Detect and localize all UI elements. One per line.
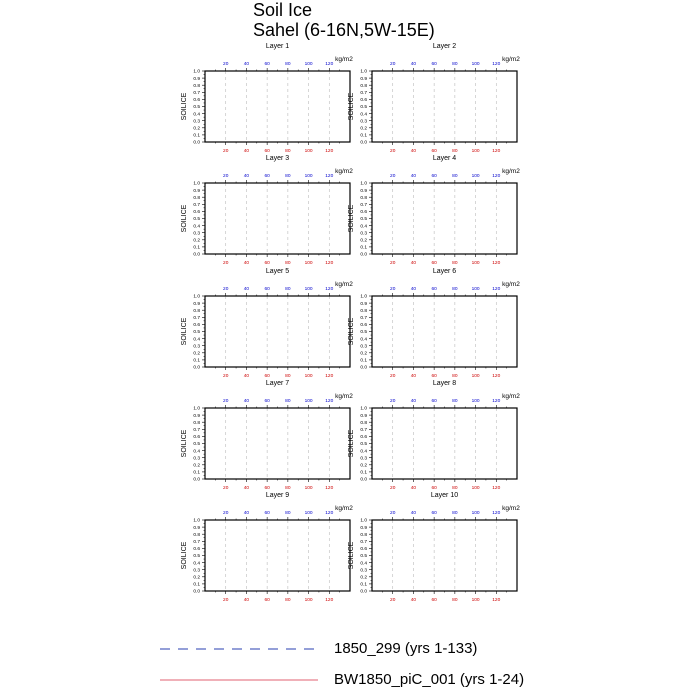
panel-7-top-xtick-label-1: 20 — [223, 399, 229, 404]
panel-2-ytick-label-5: 0.4 — [360, 112, 367, 118]
panel-1-bottom-xtick-label-1: 20 — [223, 149, 229, 154]
panel-7-top-axis-units: kg/m2 — [335, 393, 353, 400]
panel-2-bottom-xtick-label-3: 60 — [431, 149, 437, 154]
panel-1-ytick-label-6: 0.5 — [193, 105, 200, 111]
panel-5-ytick-label-9: 0.8 — [193, 308, 200, 314]
panel-8-title: Layer 8 — [432, 380, 457, 387]
panel-3-top-xtick-label-3: 60 — [264, 174, 270, 179]
panel-8-bottom-xtick-label-6: 120 — [492, 486, 501, 491]
panel-6-ytick-label-10: 0.9 — [360, 301, 367, 307]
panel-6-top-xtick-label-3: 60 — [431, 287, 437, 292]
panel-7-ytick-label-10: 0.9 — [193, 413, 200, 419]
panel-1-ytick-label-11: 1.0 — [193, 69, 200, 75]
panel-2-top-xtick-label-2: 40 — [410, 62, 417, 67]
panel-8-ytick-label-11: 1.0 — [360, 406, 367, 412]
panel-1-title: Layer 1 — [265, 43, 290, 50]
panel-4-ytick-label-10: 0.9 — [360, 188, 367, 194]
panel-10-ylabel: SOILICE — [348, 541, 355, 570]
panel-7-ytick-label-7: 0.6 — [193, 435, 200, 441]
panel-5-ytick-label-1: 0.0 — [193, 365, 200, 371]
panel-3-ytick-label-5: 0.4 — [193, 224, 200, 230]
panel-8-ylabel: SOILICE — [348, 429, 355, 458]
panel-10-ytick-label-5: 0.4 — [360, 561, 367, 567]
panel-8-ytick-label-1: 0.0 — [360, 477, 367, 483]
panel-2-ytick-label-10: 0.9 — [360, 76, 367, 82]
panel-10-bottom-xtick-label-1: 20 — [390, 598, 396, 603]
panel-1-ytick-label-7: 0.6 — [193, 98, 200, 104]
panel-1-ylabel: SOILICE — [181, 92, 188, 121]
panel-10-ytick-label-2: 0.1 — [360, 582, 367, 588]
panel-3-ytick-label-4: 0.3 — [193, 231, 200, 237]
panel-6-bottom-xtick-label-1: 20 — [390, 374, 396, 379]
panel-8-frame — [372, 408, 517, 479]
panel-10-bottom-xtick-label-4: 80 — [452, 598, 458, 603]
panel-2-bottom-xtick-label-1: 20 — [390, 149, 396, 154]
panel-8-top-xtick-label-3: 60 — [431, 399, 437, 404]
panel-6-ytick-label-11: 1.0 — [360, 294, 367, 300]
panel-2-ytick-label-3: 0.2 — [360, 126, 367, 132]
panel-4-top-axis-units: kg/m2 — [502, 168, 520, 175]
panel-7-ytick-label-6: 0.5 — [193, 442, 200, 448]
panel-6-top-xtick-label-2: 40 — [410, 287, 417, 292]
panel-4-ylabel: SOILICE — [348, 204, 355, 233]
panel-9-bottom-xtick-label-4: 80 — [285, 598, 291, 603]
panel-9-title: Layer 9 — [265, 492, 290, 499]
panel-9-ytick-label-8: 0.7 — [193, 540, 200, 545]
panel-8-top-xtick-label-4: 80 — [452, 399, 458, 404]
panel-3-top-xtick-label-1: 20 — [223, 174, 229, 179]
chart-title-line1: Soil Ice — [253, 0, 313, 20]
panel-4-bottom-xtick-label-6: 120 — [492, 261, 501, 266]
panel-1-ytick-label-3: 0.2 — [193, 126, 200, 132]
panel-10-ytick-label-7: 0.6 — [360, 547, 367, 553]
panel-9-ytick-label-6: 0.5 — [193, 554, 200, 560]
panel-1-frame — [205, 71, 350, 142]
panel-3-top-xtick-label-4: 80 — [285, 174, 291, 179]
panel-7-bottom-xtick-label-6: 120 — [325, 486, 334, 491]
panel-8-top-xtick-label-2: 40 — [410, 399, 417, 404]
panel-9-top-xtick-label-1: 20 — [223, 511, 229, 516]
panel-2-ylabel: SOILICE — [348, 92, 355, 121]
panel-10-ytick-label-3: 0.2 — [360, 575, 367, 581]
panel-3-top-xtick-label-2: 40 — [243, 174, 250, 179]
panel-8-top-xtick-label-1: 20 — [390, 399, 396, 404]
panel-4-ytick-label-7: 0.6 — [360, 210, 367, 216]
panel-5-ytick-label-6: 0.5 — [193, 330, 200, 336]
panel-4-bottom-xtick-label-4: 80 — [452, 261, 458, 266]
panel-7-bottom-xtick-label-5: 100 — [304, 486, 313, 491]
panel-1-top-xtick-label-4: 80 — [285, 62, 291, 67]
panel-1-top-xtick-label-6: 120 — [325, 62, 334, 67]
panel-4-frame — [372, 183, 517, 254]
panel-1-ytick-label-1: 0.0 — [193, 140, 200, 146]
panel-10-bottom-xtick-label-6: 120 — [492, 598, 501, 603]
panel-8-bottom-xtick-label-4: 80 — [452, 486, 458, 491]
panel-3-ytick-label-11: 1.0 — [193, 181, 200, 187]
panel-9-top-xtick-label-4: 80 — [285, 511, 291, 516]
panel-2-ytick-label-11: 1.0 — [360, 69, 367, 75]
panel-7-bottom-xtick-label-1: 20 — [223, 486, 229, 491]
panel-8-ytick-label-3: 0.2 — [360, 463, 367, 469]
panel-4-bottom-xtick-label-2: 40 — [410, 261, 417, 266]
panel-10-ytick-label-4: 0.3 — [360, 568, 367, 574]
panel-10-top-xtick-label-3: 60 — [431, 511, 437, 516]
panel-1-ytick-label-8: 0.7 — [193, 91, 200, 96]
panel-9-ytick-label-10: 0.9 — [193, 525, 200, 531]
panel-8-ytick-label-4: 0.3 — [360, 456, 367, 462]
panel-3-bottom-xtick-label-2: 40 — [243, 261, 250, 266]
panel-10-top-axis-units: kg/m2 — [502, 505, 520, 512]
panel-9-ytick-label-11: 1.0 — [193, 518, 200, 524]
panel-5-frame — [205, 296, 350, 367]
panel-9-bottom-xtick-label-6: 120 — [325, 598, 334, 603]
panel-1-ytick-label-2: 0.1 — [193, 133, 200, 139]
panel-1-top-xtick-label-1: 20 — [223, 62, 229, 67]
panel-7-top-xtick-label-3: 60 — [264, 399, 270, 404]
panel-6-bottom-xtick-label-6: 120 — [492, 374, 501, 379]
panel-8-ytick-label-10: 0.9 — [360, 413, 367, 419]
panel-9-top-xtick-label-5: 100 — [304, 511, 313, 516]
panel-1-bottom-xtick-label-6: 120 — [325, 149, 334, 154]
panel-6-ytick-label-9: 0.8 — [360, 308, 367, 314]
panel-7-bottom-xtick-label-2: 40 — [243, 486, 250, 491]
panel-5-bottom-xtick-label-1: 20 — [223, 374, 229, 379]
panel-6-ytick-label-5: 0.4 — [360, 337, 367, 343]
panel-10-top-xtick-label-5: 100 — [471, 511, 480, 516]
panel-2-top-xtick-label-1: 20 — [390, 62, 396, 67]
panel-6-bottom-xtick-label-2: 40 — [410, 374, 417, 379]
panel-10-top-xtick-label-2: 40 — [410, 511, 417, 516]
panel-7-title: Layer 7 — [265, 380, 290, 387]
panel-10-ytick-label-8: 0.7 — [360, 540, 367, 545]
panel-7-frame — [205, 408, 350, 479]
panel-2-ytick-label-8: 0.7 — [360, 91, 367, 96]
panel-1-bottom-xtick-label-3: 60 — [264, 149, 270, 154]
panel-10-top-xtick-label-4: 80 — [452, 511, 458, 516]
panel-10-bottom-xtick-label-5: 100 — [471, 598, 480, 603]
panel-3-top-xtick-label-5: 100 — [304, 174, 313, 179]
panel-1-bottom-xtick-label-4: 80 — [285, 149, 291, 154]
panel-4-top-xtick-label-2: 40 — [410, 174, 417, 179]
panel-3-bottom-xtick-label-5: 100 — [304, 261, 313, 266]
panel-8-ytick-label-8: 0.7 — [360, 428, 367, 433]
panel-3-bottom-xtick-label-3: 60 — [264, 261, 270, 266]
panel-5-top-axis-units: kg/m2 — [335, 281, 353, 288]
panel-4-ytick-label-11: 1.0 — [360, 181, 367, 187]
panel-3-ytick-label-8: 0.7 — [193, 203, 200, 208]
panel-5-bottom-xtick-label-4: 80 — [285, 374, 291, 379]
panel-1-ytick-label-10: 0.9 — [193, 76, 200, 82]
panel-1-top-xtick-label-5: 100 — [304, 62, 313, 67]
panel-2-top-xtick-label-3: 60 — [431, 62, 437, 67]
panel-8-top-axis-units: kg/m2 — [502, 393, 520, 400]
panel-7-bottom-xtick-label-4: 80 — [285, 486, 291, 491]
panel-8-ytick-label-6: 0.5 — [360, 442, 367, 448]
panel-2-ytick-label-7: 0.6 — [360, 98, 367, 104]
panel-2-frame — [372, 71, 517, 142]
panel-4-ytick-label-3: 0.2 — [360, 238, 367, 244]
panel-4-ytick-label-4: 0.3 — [360, 231, 367, 237]
panel-5-ytick-label-2: 0.1 — [193, 358, 200, 364]
panel-7-top-xtick-label-4: 80 — [285, 399, 291, 404]
panel-4-ytick-label-5: 0.4 — [360, 224, 367, 230]
panel-3-bottom-xtick-label-1: 20 — [223, 261, 229, 266]
panel-9-bottom-xtick-label-1: 20 — [223, 598, 229, 603]
panel-9-bottom-xtick-label-5: 100 — [304, 598, 313, 603]
panel-7-bottom-xtick-label-3: 60 — [264, 486, 270, 491]
panel-5-ytick-label-8: 0.7 — [193, 316, 200, 321]
panel-5-top-xtick-label-2: 40 — [243, 287, 250, 292]
panel-5-bottom-xtick-label-2: 40 — [243, 374, 250, 379]
panel-2-ytick-label-4: 0.3 — [360, 119, 367, 125]
legend-label-series-2: BW1850_piC_001 (yrs 1-24) — [334, 671, 525, 688]
panel-9-ytick-label-7: 0.6 — [193, 547, 200, 553]
panel-3-ylabel: SOILICE — [181, 204, 188, 233]
panel-3-ytick-label-10: 0.9 — [193, 188, 200, 194]
panel-7-top-xtick-label-2: 40 — [243, 399, 250, 404]
panel-7-top-xtick-label-5: 100 — [304, 399, 313, 404]
panel-6-top-xtick-label-4: 80 — [452, 287, 458, 292]
panel-10-frame — [372, 520, 517, 591]
panel-10-ytick-label-10: 0.9 — [360, 525, 367, 531]
panel-10-ytick-label-6: 0.5 — [360, 554, 367, 560]
panel-7-ytick-label-9: 0.8 — [193, 420, 200, 426]
panel-1-ytick-label-5: 0.4 — [193, 112, 200, 118]
panel-5-ytick-label-10: 0.9 — [193, 301, 200, 307]
panel-3-top-xtick-label-6: 120 — [325, 174, 334, 179]
panel-2-top-axis-units: kg/m2 — [502, 56, 520, 63]
panel-7-ylabel: SOILICE — [181, 429, 188, 458]
panel-2-bottom-xtick-label-4: 80 — [452, 149, 458, 154]
panel-3-frame — [205, 183, 350, 254]
panel-2-top-xtick-label-5: 100 — [471, 62, 480, 67]
panel-4-top-xtick-label-3: 60 — [431, 174, 437, 179]
panel-9-top-axis-units: kg/m2 — [335, 505, 353, 512]
panel-4-ytick-label-1: 0.0 — [360, 252, 367, 258]
panel-5-ytick-label-3: 0.2 — [193, 351, 200, 357]
legend-label-series-1: 1850_299 (yrs 1-133) — [334, 640, 478, 657]
panel-9-ytick-label-3: 0.2 — [193, 575, 200, 581]
panel-4-ytick-label-8: 0.7 — [360, 203, 367, 208]
panel-2-ytick-label-6: 0.5 — [360, 105, 367, 111]
panel-6-ytick-label-3: 0.2 — [360, 351, 367, 357]
panel-5-top-xtick-label-4: 80 — [285, 287, 291, 292]
panel-5-ytick-label-4: 0.3 — [193, 344, 200, 350]
panel-7-ytick-label-3: 0.2 — [193, 463, 200, 469]
panel-8-bottom-xtick-label-2: 40 — [410, 486, 417, 491]
panel-2-top-xtick-label-6: 120 — [492, 62, 501, 67]
panel-4-top-xtick-label-1: 20 — [390, 174, 396, 179]
panel-6-title: Layer 6 — [432, 268, 457, 275]
panel-1-bottom-xtick-label-5: 100 — [304, 149, 313, 154]
panel-9-top-xtick-label-2: 40 — [243, 511, 250, 516]
panel-3-ytick-label-3: 0.2 — [193, 238, 200, 244]
panel-7-ytick-label-2: 0.1 — [193, 470, 200, 476]
panel-10-title: Layer 10 — [430, 492, 459, 499]
panel-2-title: Layer 2 — [432, 43, 457, 50]
panel-3-ytick-label-1: 0.0 — [193, 252, 200, 258]
panel-5-top-xtick-label-3: 60 — [264, 287, 270, 292]
panel-5-top-xtick-label-6: 120 — [325, 287, 334, 292]
panel-8-ytick-label-7: 0.6 — [360, 435, 367, 441]
panel-10-top-xtick-label-6: 120 — [492, 511, 501, 516]
panel-4-title: Layer 4 — [432, 155, 457, 162]
panel-6-ytick-label-6: 0.5 — [360, 330, 367, 336]
panel-6-ytick-label-4: 0.3 — [360, 344, 367, 350]
panel-6-ytick-label-8: 0.7 — [360, 316, 367, 321]
panel-8-ytick-label-9: 0.8 — [360, 420, 367, 426]
panel-7-top-xtick-label-6: 120 — [325, 399, 334, 404]
panel-4-top-xtick-label-6: 120 — [492, 174, 501, 179]
panel-8-ytick-label-5: 0.4 — [360, 449, 367, 455]
panel-9-top-xtick-label-3: 60 — [264, 511, 270, 516]
panel-10-top-xtick-label-1: 20 — [390, 511, 396, 516]
panel-6-ytick-label-2: 0.1 — [360, 358, 367, 364]
panel-10-ytick-label-1: 0.0 — [360, 589, 367, 595]
panel-9-ytick-label-9: 0.8 — [193, 532, 200, 538]
panel-1-ytick-label-4: 0.3 — [193, 119, 200, 125]
panel-5-bottom-xtick-label-6: 120 — [325, 374, 334, 379]
panel-2-ytick-label-2: 0.1 — [360, 133, 367, 139]
panel-10-bottom-xtick-label-3: 60 — [431, 598, 437, 603]
panel-9-top-xtick-label-6: 120 — [325, 511, 334, 516]
panel-6-top-xtick-label-1: 20 — [390, 287, 396, 292]
panel-10-ytick-label-9: 0.8 — [360, 532, 367, 538]
panel-2-top-xtick-label-4: 80 — [452, 62, 458, 67]
panel-7-ytick-label-4: 0.3 — [193, 456, 200, 462]
panel-4-top-xtick-label-5: 100 — [471, 174, 480, 179]
panel-9-frame — [205, 520, 350, 591]
panel-9-bottom-xtick-label-2: 40 — [243, 598, 250, 603]
panel-9-bottom-xtick-label-3: 60 — [264, 598, 270, 603]
panel-7-ytick-label-1: 0.0 — [193, 477, 200, 483]
panel-6-ytick-label-1: 0.0 — [360, 365, 367, 371]
panel-6-bottom-xtick-label-5: 100 — [471, 374, 480, 379]
panel-4-bottom-xtick-label-5: 100 — [471, 261, 480, 266]
panel-6-top-xtick-label-5: 100 — [471, 287, 480, 292]
panel-2-bottom-xtick-label-5: 100 — [471, 149, 480, 154]
panel-5-bottom-xtick-label-3: 60 — [264, 374, 270, 379]
panel-2-bottom-xtick-label-2: 40 — [410, 149, 417, 154]
panel-1-top-xtick-label-3: 60 — [264, 62, 270, 67]
panel-4-ytick-label-6: 0.5 — [360, 217, 367, 223]
panel-5-ytick-label-5: 0.4 — [193, 337, 200, 343]
panel-6-ytick-label-7: 0.6 — [360, 323, 367, 329]
panel-6-bottom-xtick-label-4: 80 — [452, 374, 458, 379]
panel-10-ytick-label-11: 1.0 — [360, 518, 367, 524]
panel-8-top-xtick-label-5: 100 — [471, 399, 480, 404]
panel-6-ylabel: SOILICE — [348, 317, 355, 346]
panel-3-top-axis-units: kg/m2 — [335, 168, 353, 175]
panel-5-top-xtick-label-5: 100 — [304, 287, 313, 292]
panel-8-bottom-xtick-label-1: 20 — [390, 486, 396, 491]
panel-1-bottom-xtick-label-2: 40 — [243, 149, 250, 154]
panel-9-ytick-label-1: 0.0 — [193, 589, 200, 595]
panel-2-ytick-label-9: 0.8 — [360, 83, 367, 89]
panel-5-ytick-label-11: 1.0 — [193, 294, 200, 300]
panel-3-ytick-label-2: 0.1 — [193, 245, 200, 251]
chart-title-line2: Sahel (6-16N,5W-15E) — [253, 20, 435, 40]
panel-9-ytick-label-5: 0.4 — [193, 561, 200, 567]
panel-8-top-xtick-label-6: 120 — [492, 399, 501, 404]
panel-3-ytick-label-9: 0.8 — [193, 195, 200, 201]
panel-5-title: Layer 5 — [265, 268, 290, 275]
panel-10-bottom-xtick-label-2: 40 — [410, 598, 417, 603]
panel-4-top-xtick-label-4: 80 — [452, 174, 458, 179]
panel-7-ytick-label-8: 0.7 — [193, 428, 200, 433]
panel-8-ytick-label-2: 0.1 — [360, 470, 367, 476]
panel-3-bottom-xtick-label-4: 80 — [285, 261, 291, 266]
panel-4-ytick-label-2: 0.1 — [360, 245, 367, 251]
panel-6-top-axis-units: kg/m2 — [502, 281, 520, 288]
panel-5-ytick-label-7: 0.6 — [193, 323, 200, 329]
panel-5-bottom-xtick-label-5: 100 — [304, 374, 313, 379]
panel-2-bottom-xtick-label-6: 120 — [492, 149, 501, 154]
panel-3-ytick-label-7: 0.6 — [193, 210, 200, 216]
panel-9-ytick-label-2: 0.1 — [193, 582, 200, 588]
panel-6-top-xtick-label-6: 120 — [492, 287, 501, 292]
panel-8-bottom-xtick-label-3: 60 — [431, 486, 437, 491]
panel-1-top-axis-units: kg/m2 — [335, 56, 353, 63]
panel-1-top-xtick-label-2: 40 — [243, 62, 250, 67]
panel-5-ylabel: SOILICE — [181, 317, 188, 346]
panel-5-top-xtick-label-1: 20 — [223, 287, 229, 292]
panel-3-title: Layer 3 — [265, 155, 290, 162]
panel-1-ytick-label-9: 0.8 — [193, 83, 200, 89]
panel-3-ytick-label-6: 0.5 — [193, 217, 200, 223]
panel-4-bottom-xtick-label-3: 60 — [431, 261, 437, 266]
panel-7-ytick-label-11: 1.0 — [193, 406, 200, 412]
panel-9-ytick-label-4: 0.3 — [193, 568, 200, 574]
panel-6-bottom-xtick-label-3: 60 — [431, 374, 437, 379]
panel-3-bottom-xtick-label-6: 120 — [325, 261, 334, 266]
panel-4-ytick-label-9: 0.8 — [360, 195, 367, 201]
panel-7-ytick-label-5: 0.4 — [193, 449, 200, 455]
panel-4-bottom-xtick-label-1: 20 — [390, 261, 396, 266]
panel-2-ytick-label-1: 0.0 — [360, 140, 367, 146]
panel-6-frame — [372, 296, 517, 367]
panel-8-bottom-xtick-label-5: 100 — [471, 486, 480, 491]
panel-9-ylabel: SOILICE — [181, 541, 188, 570]
